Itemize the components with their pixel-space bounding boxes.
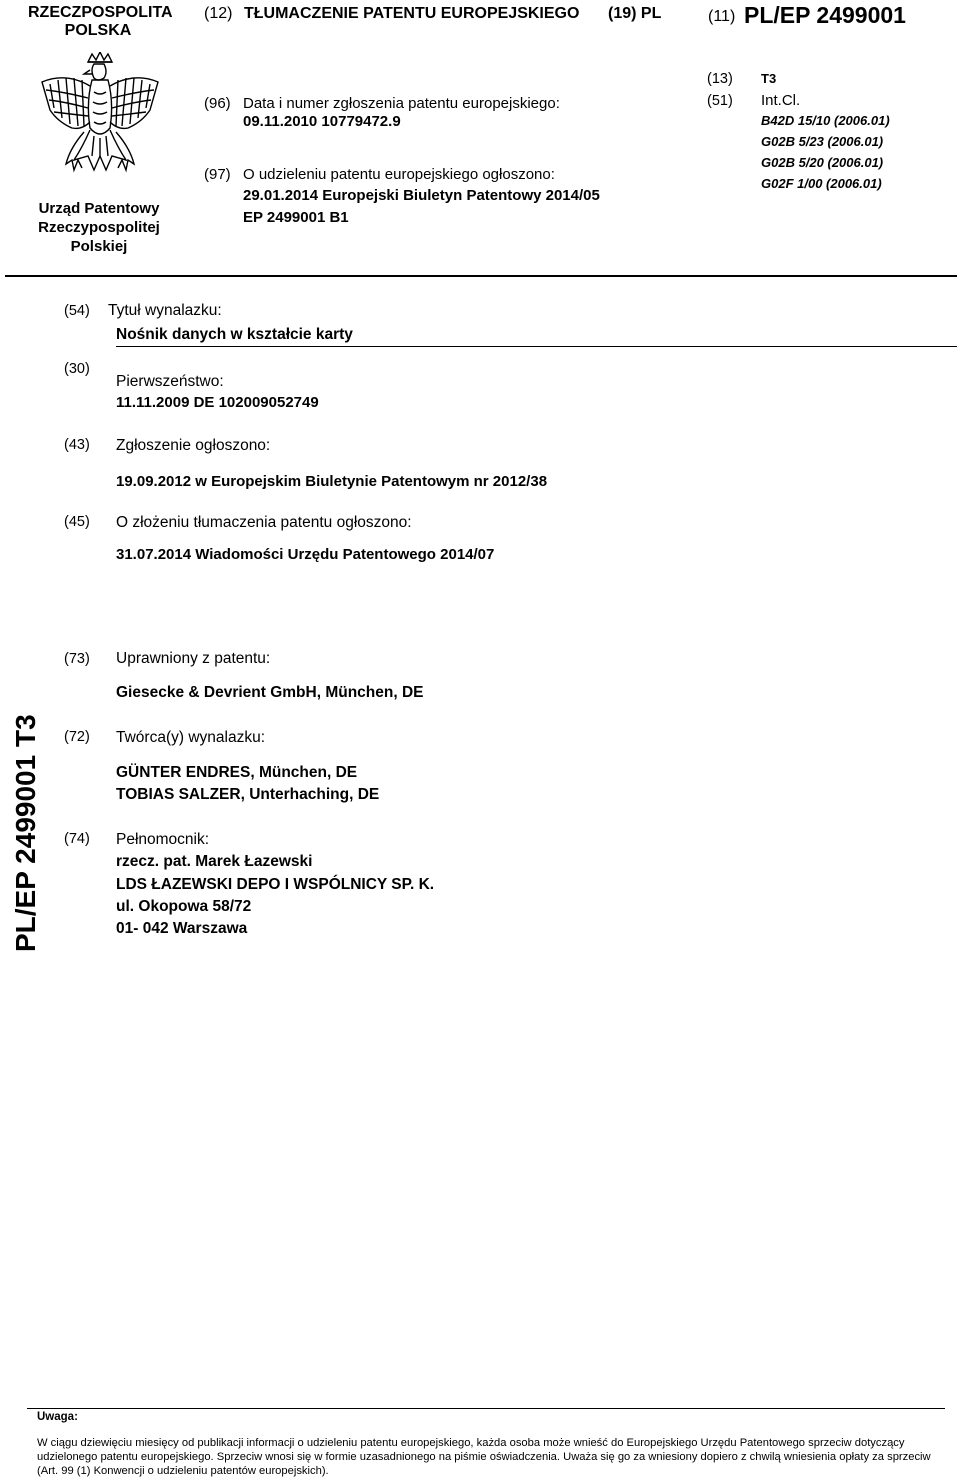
grant-label: O udzieleniu patentu europejskiego ogłoszono: <box>243 166 555 183</box>
code-13: (13) <box>707 71 733 87</box>
proprietor-value: Giesecke & Devrient GmbH, München, DE <box>116 684 424 701</box>
patent-number: PL/EP 2499001 <box>744 2 906 28</box>
class-item: B42D 15/10 (2006.01) <box>761 113 890 128</box>
attorney-line: 01- 042 Warszawa <box>116 920 248 937</box>
code-43: (43) <box>64 437 90 453</box>
priority-label: Pierwszeństwo: <box>116 373 224 390</box>
attorney-line: ul. Okopowa 58/72 <box>116 898 252 915</box>
application-value: 19.09.2012 w Europejskim Biuletynie Patentowym nr 2012/38 <box>116 473 548 490</box>
attorney-line: rzecz. pat. Marek Łazewski <box>116 853 313 870</box>
code-74: (74) <box>64 831 90 847</box>
patent-office-name <box>14 199 184 256</box>
code-72: (72) <box>64 729 90 745</box>
class-item: G02B 5/23 (2006.01) <box>761 134 884 149</box>
translation-label: O złożeniu tłumaczenia patentu ogłoszono: <box>116 514 412 531</box>
office-line2: Rzeczypospolitej <box>38 219 160 236</box>
title-rule <box>116 346 957 347</box>
country-line2: POLSKA <box>64 22 132 39</box>
class-item: G02F 1/00 (2006.01) <box>761 176 882 191</box>
top-rule <box>5 275 957 277</box>
grant-publication: EP 2499001 B1 <box>243 209 349 226</box>
attorney-label: Pełnomocnik: <box>116 831 210 848</box>
code-12: (12) <box>204 5 233 22</box>
note-text: W ciągu dziewięciu miesięcy od publikacji informacji o udzieleniu patentu europejskiego, każda osoba może wnieść do Europejskiego Urzędu Patentowego sprzeciw dotyczący udzielonego patentu europejskiego. Sprzeciw wnosi się w formie uzasadnionego na piśmie oświadczenia. Uważa się go za wniesiony dopiero z chwilą wniesienia opłaty za sprzeciw (Art. 99 (1) Konwencji o udzieleniu patentów europejskich). <box>37 1437 931 1477</box>
code-51: (51) <box>707 93 733 109</box>
code-30: (30) <box>64 361 90 377</box>
proprietor-label: Uprawniony z patentu: <box>116 650 271 667</box>
code-73: (73) <box>64 651 90 667</box>
country-name <box>28 4 173 40</box>
code-54: (54) <box>64 303 90 319</box>
office-line3: Polskiej <box>70 238 128 255</box>
priority-value: 11.11.2009 DE 102009052749 <box>116 394 319 411</box>
code-97: (97) <box>204 166 231 183</box>
translation-value: 31.07.2014 Wiadomości Urzędu Patentowego 2014/07 <box>116 546 495 563</box>
class-item: G02B 5/20 (2006.01) <box>761 155 884 170</box>
grant-value: 29.01.2014 Europejski Biuletyn Patentowy 2014/05 <box>243 187 600 204</box>
kind-code: T3 <box>761 71 777 86</box>
intcl-label: Int.Cl. <box>761 92 801 109</box>
inventors-label: Twórca(y) wynalazku: <box>116 729 266 746</box>
inventor-name: GÜNTER ENDRES, München, DE <box>116 764 358 781</box>
note-rule <box>27 1408 945 1409</box>
code-19: (19) PL <box>608 5 662 22</box>
filing-value: 09.11.2010 10779472.9 <box>243 113 401 130</box>
inventor-name: TOBIAS SALZER, Unterhaching, DE <box>116 786 380 803</box>
title-label: Tytuł wynalazku: <box>108 302 222 319</box>
code-45: (45) <box>64 514 90 530</box>
filing-label: Data i numer zgłoszenia patentu europejskiego: <box>243 95 560 112</box>
eagle-emblem-icon <box>36 52 164 196</box>
attorney-line: LDS ŁAZEWSKI DEPO I WSPÓLNICY SP. K. <box>116 876 435 893</box>
invention-title: Nośnik danych w kształcie karty <box>116 326 353 343</box>
office-line1: Urząd Patentowy <box>38 200 160 217</box>
country-line1: RZECZPOSPOLITA <box>28 4 173 21</box>
application-label: Zgłoszenie ogłoszono: <box>116 437 271 454</box>
side-patent-label: PL/EP 2499001 T3 <box>10 714 41 952</box>
document-type: TŁUMACZENIE PATENTU EUROPEJSKIEGO <box>244 5 580 22</box>
code-11: (11) <box>708 8 736 25</box>
code-96: (96) <box>204 95 231 112</box>
note-label: Uwaga: <box>37 1411 78 1423</box>
